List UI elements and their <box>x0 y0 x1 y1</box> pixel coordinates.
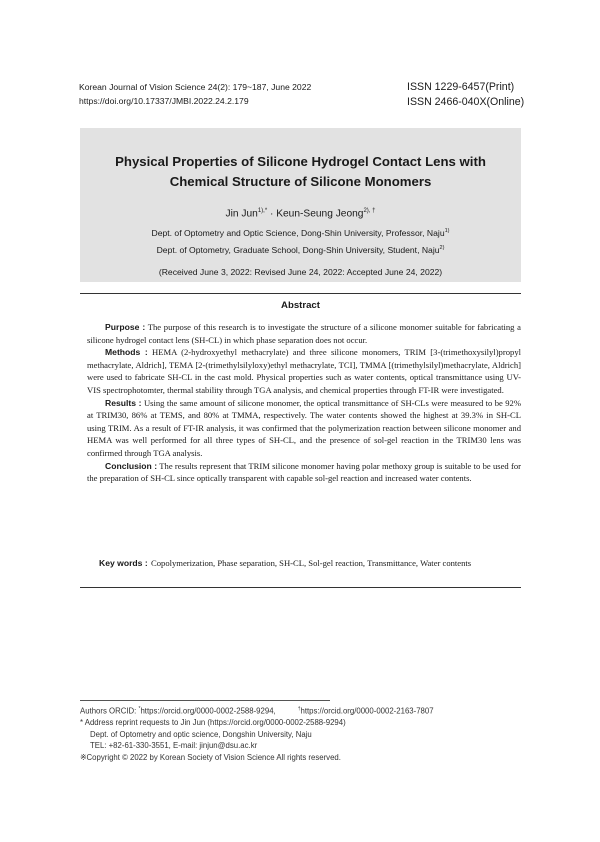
results-label: Results : <box>105 397 142 408</box>
issn-block <box>407 80 524 110</box>
abstract-top-rule <box>80 293 521 294</box>
paper-title <box>80 152 521 192</box>
abstract-results: Results : Using the same amount of silicone monomer, the optical transmittance of SH-CLs were measured to be 92% at TRIM30, 86% at TEMS, and 80% at TMMA, respectively. The water contents showed the highest at 39.3% in SH-CL using TRIM. As a result of FT-IR analysis, it was confirmed that the polymerization reaction between silicone monomer and HEMA was well performed for all three types of SH-CL, and the presence of sol-gel reaction in the TRIM30 lens was confirmed through TGA analysis. <box>87 397 522 458</box>
affiliation-2: Dept. of Optometry, Graduate School, Dong-Shin University, Student, Naju$^{2)}$ <box>156 245 445 255</box>
title-panel <box>80 128 521 282</box>
author-name: Jin Jun <box>225 208 258 220</box>
conclusion-label: Conclusion : <box>105 460 158 471</box>
footnote-rule <box>80 700 330 701</box>
author-mark: 2), † <box>363 208 376 214</box>
author-name: Keun-Seung Jeong <box>276 208 364 220</box>
purpose-label: Purpose : <box>105 322 146 332</box>
received-dates: (Received June 3, 2022: Revised June 24, 2022: Accepted June 24, 2022) <box>158 267 443 277</box>
issn-online: ISSN 2466-040X(Online) <box>407 96 525 108</box>
footnotes <box>80 704 510 764</box>
reprint-request: * Address reprint requests to Jin Jun (https://orcid.org/0000-0002-2588-9294) <box>80 718 346 728</box>
abstract-conclusion: Conclusion : The results represent that TRIM silicone monomer having polar methoxy group is suitable to be used for the preparation of SH-CL since optically transparent with capable sol-gel reaction and increased water contents. <box>87 460 521 484</box>
abstract-body <box>87 321 521 485</box>
affiliation-1: Dept. of Optometry and Optic Science, Dong-Shin University, Professor, Naju$^{1)}$ <box>151 228 450 238</box>
author-mark: 1),* <box>257 208 268 214</box>
journal-header <box>79 80 311 108</box>
methods-label: Methods : <box>105 347 148 358</box>
keywords-list: Copolymerization, Phase separation, SH-CL, Sol-gel reaction, Transmittance, Water contents <box>151 558 472 568</box>
journal-citation: Korean Journal of Vision Science 24(2): 179~187, June 2022 <box>79 82 312 92</box>
doi-link[interactable]: https://doi.org/10.17337/JMBI.2022.24.2.179 <box>79 96 249 106</box>
orcid-link[interactable]: https://orcid.org/0000-0002-2588-9294, <box>140 706 276 716</box>
issn-print: ISSN 1229-6457(Print) <box>407 81 515 93</box>
keywords-label: Key words : <box>99 558 148 568</box>
abstract-purpose: Purpose : The purpose of this research is to investigate the structure of a silicone monomer suitable for fabricating a silicone hydrogel contact lens (SH-CL) in which phase separation does not occur. <box>87 322 521 345</box>
reprint-contact: TEL: +82-61-330-3551, E-mail: jinjun@dsu.ac.kr <box>90 741 258 751</box>
author-separator: · <box>267 208 277 220</box>
title-line-1: Physical Properties of Silicone Hydrogel Contact Lens with <box>115 154 486 169</box>
orcid-link[interactable]: https://orcid.org/0000-0002-2163-7807 <box>300 706 434 716</box>
abstract-bottom-rule <box>80 587 521 588</box>
reprint-department: Dept. of Optometry and optic science, Dongshin University, Naju <box>90 729 312 739</box>
title-line-2: Chemical Structure of Silicone Monomers <box>169 174 432 189</box>
orcid-line: Authors ORCID: *https://orcid.org/0000-0002-2588-9294, †https://orcid.org/0000-0002-2163-7807 <box>80 706 434 716</box>
copyright-notice: ※Copyright © 2022 by Korean Society of Vision Science All rights reserved. <box>80 752 341 762</box>
abstract-methods: Methods : HEMA (2-hydroxyethyl methacrylate) and three silicone monomers, TRIM [3-(trimethoxysilyl)propyl methacrylate, Aldrich], TEMA [2-(trimethylsilyloxy)ethyl methacrylate, TCI], TMMA [(trimethylsilyl)methacrylate, Aldrich] were used to fabricate SH-CL in the cast mold. Physical properties such as water contents, optical transmittance using UV-VIS spectrophotomter, thermal stability through TGA analysis, and chemical properties through FT-IR were investigated. <box>87 347 521 395</box>
keywords <box>99 557 503 570</box>
author-list <box>80 208 521 219</box>
abstract-heading: Abstract <box>281 300 320 311</box>
